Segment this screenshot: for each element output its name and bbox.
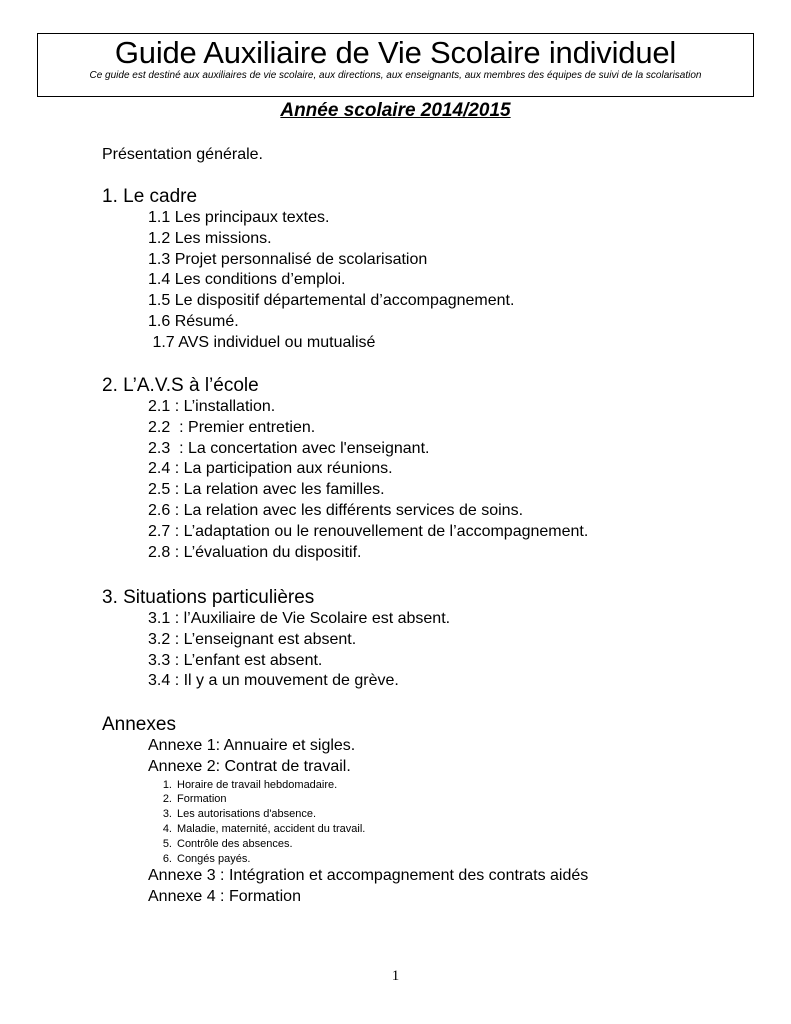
list-number: 2. bbox=[162, 793, 172, 806]
section-annexes bbox=[102, 714, 588, 908]
section-situations-particulieres bbox=[102, 587, 450, 692]
list-item: 1.7 AVS individuel ou mutualisé bbox=[148, 333, 376, 351]
list-item: 2.5 : La relation avec les familles. bbox=[148, 481, 385, 499]
list-item: 1.5 Le dispositif départemental d’accompagnement. bbox=[148, 292, 515, 310]
annex-2-sublist bbox=[102, 778, 588, 867]
list-item bbox=[102, 792, 588, 807]
document-subtitle: Ce guide est destiné aux auxiliaires de vie scolaire, aux directions, aux enseignants, aux membres des équipes de suivi de la scolarisation bbox=[89, 70, 702, 81]
list-item: 1.1 Les principaux textes. bbox=[148, 209, 330, 226]
annex-item: Annexe 2: Contrat de travail. bbox=[148, 757, 351, 775]
intro-text: Présentation générale. bbox=[102, 146, 263, 163]
list-text: Formation bbox=[177, 793, 227, 806]
section-heading: Annexes bbox=[102, 714, 176, 735]
section-avs-ecole bbox=[102, 375, 588, 563]
section-heading: 2. L’A.V.S à l’école bbox=[102, 375, 259, 396]
list-number: 1. bbox=[162, 778, 172, 791]
section-heading: 1. Le cadre bbox=[102, 186, 198, 207]
section-heading: 3. Situations particulières bbox=[102, 587, 315, 608]
list-item: 1.6 Résumé. bbox=[148, 312, 239, 330]
list-text: Horaire de travail hebdomadaire. bbox=[177, 778, 338, 791]
list-item: 2.6 : La relation avec les différents services de soins. bbox=[148, 501, 524, 519]
list-number: 6. bbox=[162, 852, 172, 865]
section-items bbox=[102, 208, 514, 354]
list-item bbox=[102, 807, 588, 822]
section-items bbox=[102, 397, 588, 563]
list-item: 2.1 : L’installation. bbox=[148, 398, 276, 415]
list-item: 2.4 : La participation aux réunions. bbox=[148, 460, 393, 478]
list-item: 3.4 : Il y a un mouvement de grève. bbox=[148, 672, 399, 690]
list-item: 1.4 Les conditions d’emploi. bbox=[148, 271, 346, 289]
list-number: 5. bbox=[162, 837, 172, 850]
list-item: 2.8 : L’évaluation du dispositif. bbox=[148, 543, 362, 561]
list-text: Congés payés. bbox=[177, 852, 251, 865]
page-number: 1 bbox=[391, 968, 400, 984]
list-text: Maladie, maternité, accident du travail. bbox=[177, 822, 366, 835]
document-title: Guide Auxiliaire de Vie Scolaire individuel bbox=[114, 35, 677, 70]
list-item: 1.2 Les missions. bbox=[148, 229, 272, 247]
list-item bbox=[102, 822, 588, 837]
list-item: 3.3 : L’enfant est absent. bbox=[148, 651, 323, 669]
list-item bbox=[102, 837, 588, 852]
annex-item: Annexe 1: Annuaire et sigles. bbox=[148, 737, 356, 754]
annex-item: Annexe 3 : Intégration et accompagnement des contrats aidés bbox=[148, 867, 589, 885]
list-item: 3.2 : L’enseignant est absent. bbox=[148, 630, 357, 648]
header-box bbox=[37, 33, 754, 97]
section-items bbox=[102, 609, 450, 692]
list-item: 3.1 : l’Auxiliaire de Vie Scolaire est absent. bbox=[148, 610, 451, 627]
list-item: 2.2 : Premier entretien. bbox=[148, 418, 316, 436]
list-text: Les autorisations d'absence. bbox=[177, 808, 317, 821]
list-number: 4. bbox=[162, 822, 172, 835]
list-text: Contrôle des absences. bbox=[177, 837, 293, 850]
list-item: 2.7 : L’adaptation ou le renouvellement de l’accompagnement. bbox=[148, 522, 589, 540]
list-item: 1.3 Projet personnalisé de scolarisation bbox=[148, 250, 428, 268]
list-number: 3. bbox=[162, 808, 172, 821]
school-year-heading: Année scolaire 2014/2015 bbox=[280, 100, 511, 121]
list-item: 2.3 : La concertation avec l'enseignant. bbox=[148, 439, 430, 457]
section-le-cadre bbox=[102, 186, 514, 354]
annex-item: Annexe 4 : Formation bbox=[148, 888, 301, 906]
list-item bbox=[102, 852, 588, 867]
list-item bbox=[102, 778, 588, 793]
